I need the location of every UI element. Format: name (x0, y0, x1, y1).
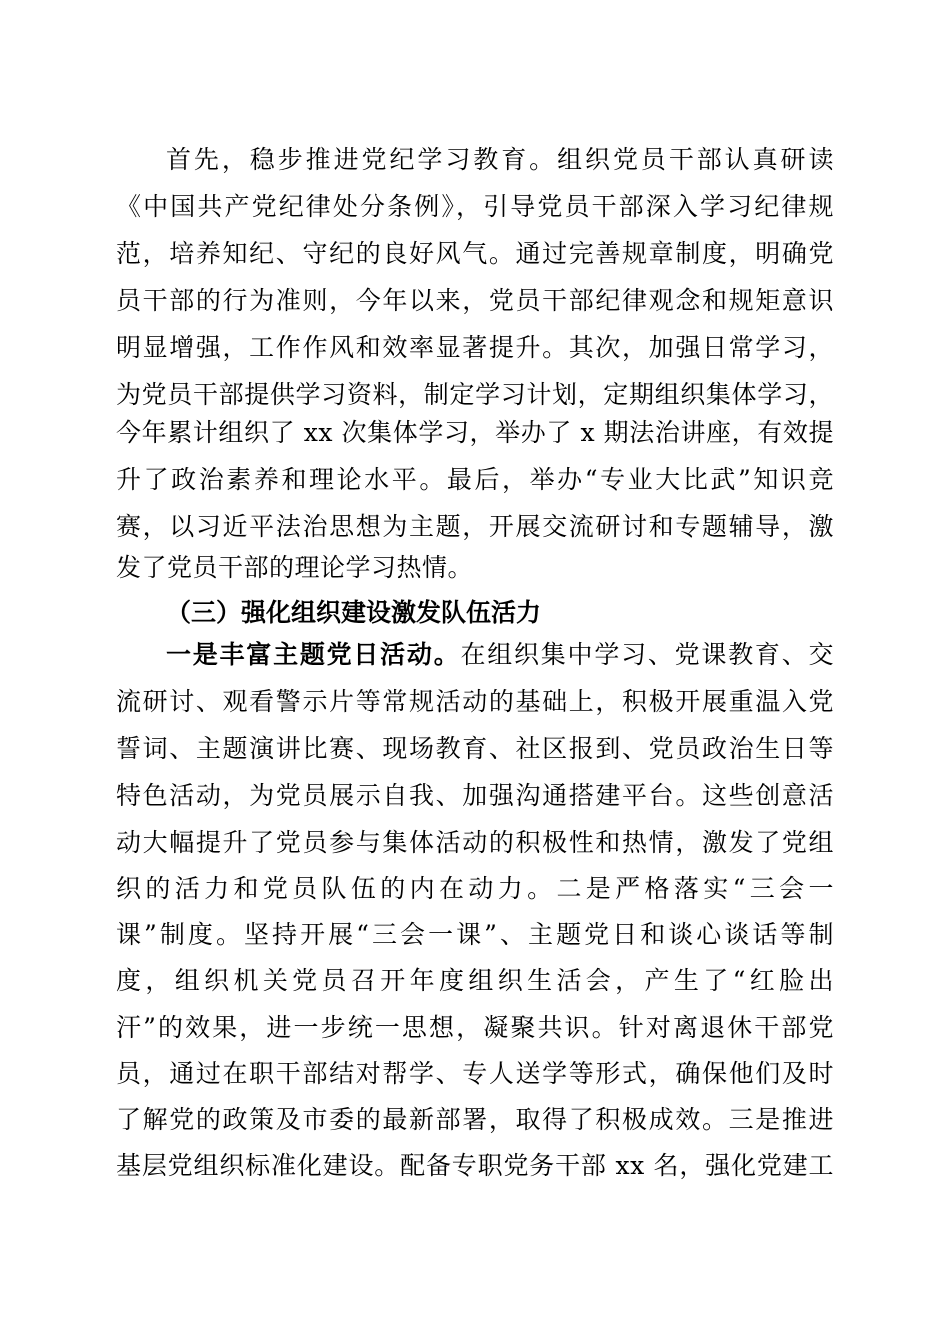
paragraph-2-line-1-rest: 在组织集中学习、党课教育、交 (460, 640, 834, 669)
paragraph-2-line-7: 课”制度。坚持开展“三会一课”、主题党日和谈心谈话等制 (116, 920, 834, 949)
paragraph-2-line-1 (166, 632, 834, 678)
paragraph-1-line-9: 赛，以习近平法治思想为主题，开展交流研讨和专题辅导，激 (116, 512, 834, 541)
paragraph-1-line-10: 发了党员干部的理论学习热情。 (116, 553, 474, 582)
paragraph-2-lead-bold: 一是丰富主题党日活动。 (166, 640, 461, 669)
paragraph-1-line-5: 明显增强，工作作风和效率显著提升。其次，加强日常学习， (116, 333, 834, 362)
paragraph-2-line-11: 了解党的政策及市委的最新部署，取得了积极成效。三是推进 (116, 1105, 834, 1134)
section-heading: （三）强化组织建设激发队伍活力 (166, 598, 542, 627)
paragraph-1-line-2: 《中国共产党纪律处分条例》，引导党员干部深入学习纪律规 (116, 192, 834, 221)
paragraph-1-line-7: 今年累计组织了 xx 次集体学习，举办了 x 期法治讲座，有效提 (116, 418, 834, 447)
paragraph-2-line-9: 汗”的效果，进一步统一思想，凝聚共识。针对离退休干部党 (116, 1013, 834, 1042)
paragraph-2-line-12: 基层党组织标准化建设。配备专职党务干部 xx 名，强化党建工 (116, 1151, 834, 1180)
paragraph-1-line-6: 为党员干部提供学习资料，制定学习计划，定期组织集体学习， (116, 380, 834, 409)
paragraph-1-line-4: 员干部的行为准则，今年以来，党员干部纪律观念和规矩意识 (116, 286, 834, 315)
paragraph-1-line-3: 范，培养知纪、守纪的良好风气。通过完善规章制度，明确党 (116, 239, 834, 268)
paragraph-2-line-2: 流研讨、观看警示片等常规活动的基础上，积极开展重温入党 (116, 687, 834, 716)
paragraph-2-line-6: 织的活力和党员队伍的内在动力。二是严格落实“三会一 (116, 874, 834, 903)
paragraph-2-line-4: 特色活动，为党员展示自我、加强沟通搭建平台。这些创意活 (116, 781, 834, 810)
paragraph-2-line-10: 员，通过在职干部结对帮学、专人送学等形式，确保他们及时 (116, 1059, 834, 1088)
paragraph-2-line-5: 动大幅提升了党员参与集体活动的积极性和热情，激发了党组 (116, 828, 834, 857)
paragraph-2-line-3: 誓词、主题演讲比赛、现场教育、社区报到、党员政治生日等 (116, 734, 834, 763)
paragraph-1-line-8: 升了政治素养和理论水平。最后，举办“专业大比武”知识竞 (116, 465, 834, 494)
paragraph-1-line-1: 首先，稳步推进党纪学习教育。组织党员干部认真研读 (166, 145, 834, 174)
paragraph-2-line-8: 度，组织机关党员召开年度组织生活会，产生了“红脸出 (116, 966, 834, 995)
